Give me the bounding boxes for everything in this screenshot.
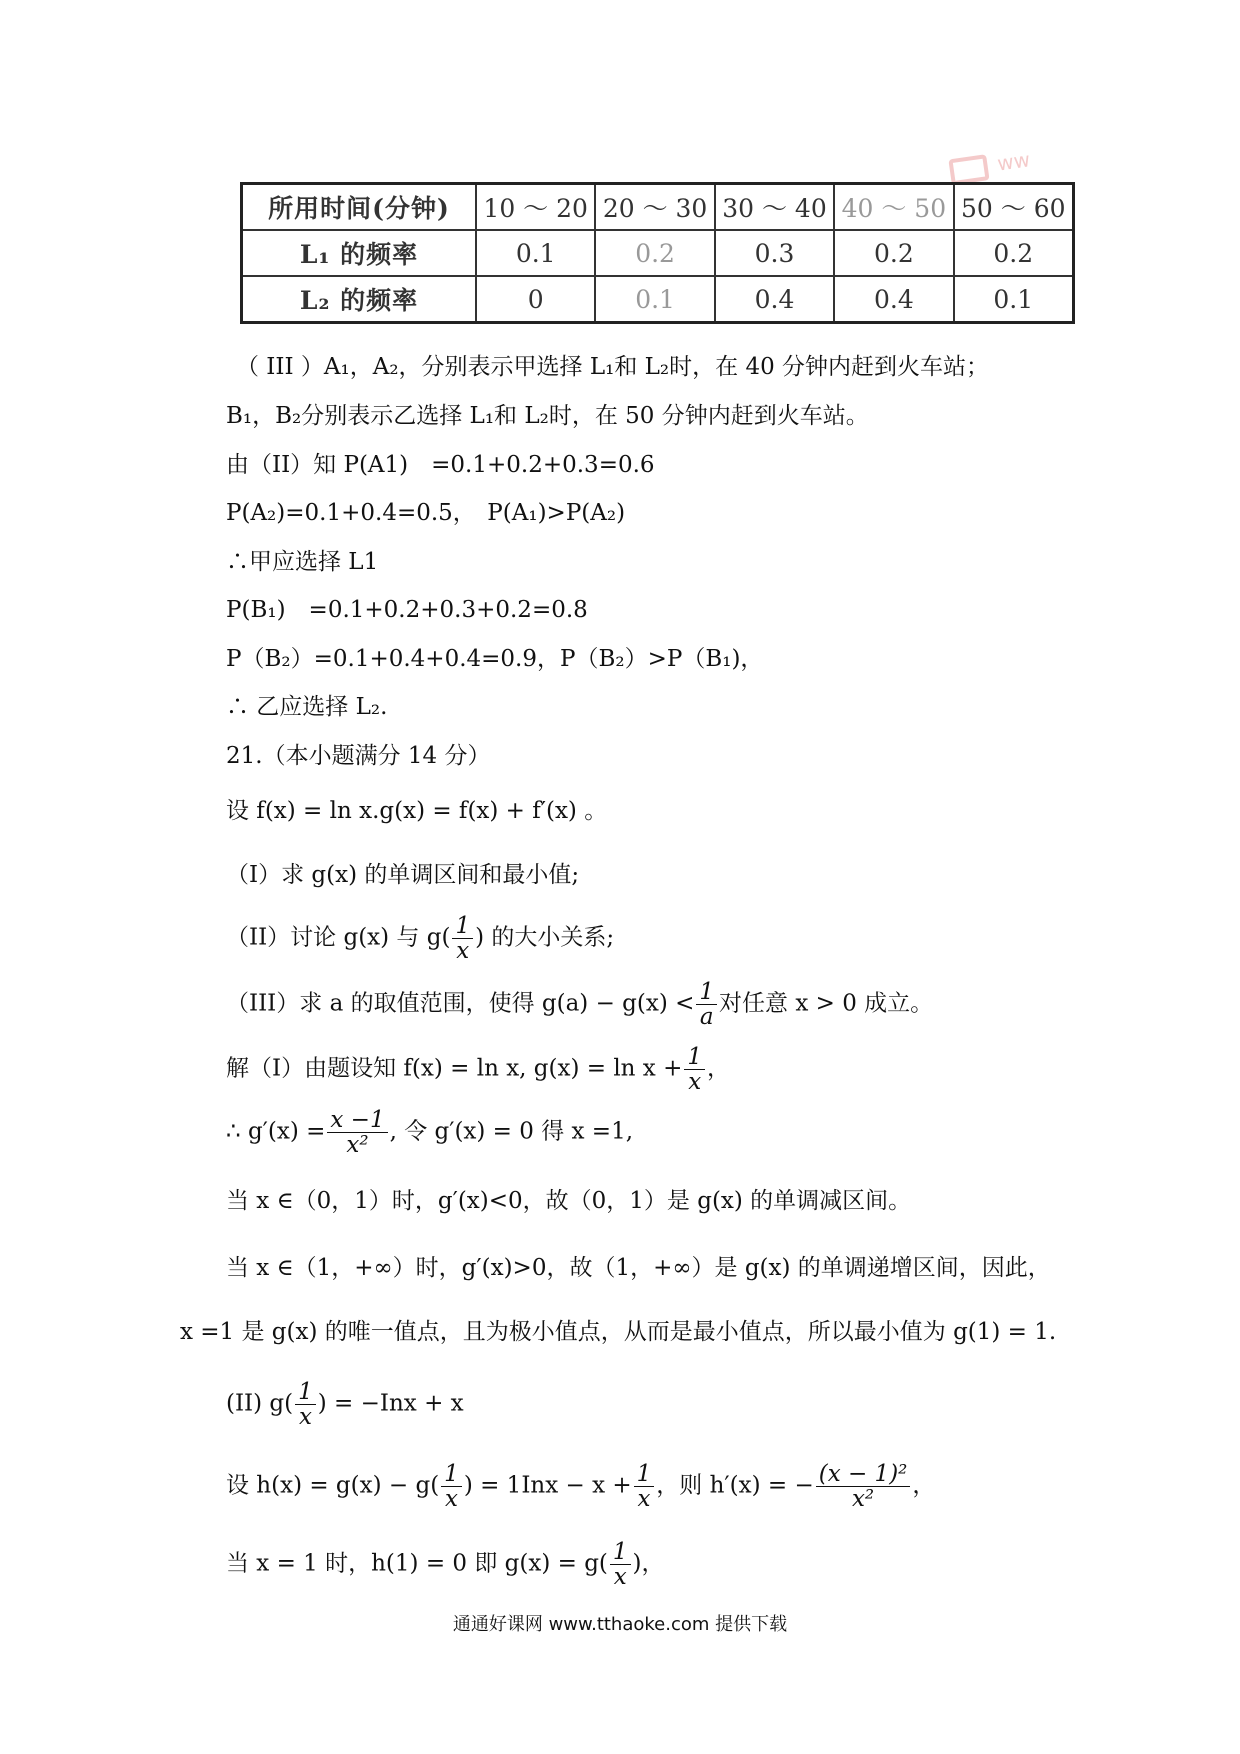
fraction: $\frac{1}{x}$ xyxy=(452,914,473,963)
table-cell: 0.2 xyxy=(595,230,714,276)
table-cell: 0.2 xyxy=(834,230,953,276)
solution-line: ∴ g′(x) = $\frac{x -1}{\text{x²}}$ , 令 g′(x) = 0 得 x =1, xyxy=(226,1107,634,1158)
sub-question-1: （I）求 g(x) 的单调区间和最小值; xyxy=(226,862,580,888)
sub-question-2: （II）讨论 g(x) 与 g( $\frac{1}{x}$ ) 的大小关系; xyxy=(226,913,615,964)
text-line: （ III ）A₁，A₂，分别表示甲选择 L₁和 L₂时，在 40 分钟内赶到火车站； xyxy=(236,354,990,380)
fraction: $\frac{1}{x}$ xyxy=(295,1380,316,1429)
text-line: P（B₂）=0.1+0.4+0.4=0.9，P（B₂）>P（B₁)， xyxy=(226,646,764,672)
text-line: P(B₁) =0.1+0.2+0.3+0.2=0.8 xyxy=(226,597,588,623)
text-line: ∴ 乙应选择 L₂. xyxy=(226,694,388,720)
table-cell: 10 ～ 20 xyxy=(476,184,595,231)
stamp-icon xyxy=(948,154,989,185)
table-cell: 0.1 xyxy=(595,276,714,323)
fraction: $\frac{1}{x}$ xyxy=(441,1462,462,1511)
table-cell: 30 ～ 40 xyxy=(715,184,834,231)
table-cell: 0 xyxy=(476,276,595,323)
table-cell: L₂ 的频率 xyxy=(242,276,477,323)
watermark-stamp: ww xyxy=(948,142,1072,192)
solution-line: x =1 是 g(x) 的唯一值点，且为极小值点，从而是最小值点，所以最小值为 g(1) = 1. xyxy=(180,1319,1057,1345)
solution-line: 当 x ∈（1，+∞）时，g′(x)>0，故（1，+∞）是 g(x) 的单调递增区间，因此， xyxy=(226,1255,1051,1281)
table-cell: 40 ～ 50 xyxy=(834,184,953,231)
solution-line: (II) g( $\frac{1}{x}$ ) = −Inx + x xyxy=(226,1379,464,1430)
text-line: B₁，B₂分别表示乙选择 L₁和 L₂时，在 50 分钟内赶到火车站。 xyxy=(226,403,869,429)
table-cell: 0.1 xyxy=(954,276,1074,323)
table-cell: 0.4 xyxy=(834,276,953,323)
table-cell: 20 ～ 30 xyxy=(595,184,714,231)
table-row xyxy=(242,230,1074,276)
footer-link[interactable]: 通通好课网 www.tthaoke.com 提供下载 xyxy=(452,1614,788,1635)
solution-line: 解（I）由题设知 f(x) = ln x, g(x) = ln x + $\frac{1}{x}$ ， xyxy=(226,1044,731,1095)
section-heading: 21.（本小题满分 14 分） xyxy=(226,743,491,769)
table-cell: 0.3 xyxy=(715,230,834,276)
text-line: 由（II）知 P(A1) =0.1+0.2+0.3=0.6 xyxy=(226,452,655,478)
fraction: $\frac{1}{a}$ xyxy=(696,980,717,1029)
table-cell: 所用时间(分钟) xyxy=(242,184,477,231)
table-header-row xyxy=(242,184,1074,231)
table-cell: 50 ～ 60 xyxy=(954,184,1074,231)
table-cell: L₁ 的频率 xyxy=(242,230,477,276)
solution-line: 当 x ∈（0，1）时，g′(x)<0，故（0，1）是 g(x) 的单调减区间。 xyxy=(226,1188,912,1214)
text-line: P(A₂)=0.1+0.4=0.5， P(A₁)>P(A₂) xyxy=(226,500,626,526)
table-cell: 0.2 xyxy=(954,230,1074,276)
fraction: $\frac{\text{(x − 1)²}}{\text{x²}}$ xyxy=(816,1462,911,1511)
sub-question-3: （III）求 a 的取值范围，使得 g(a) − g(x) < $\frac{1}{a}$ 对任意 x > 0 成立。 xyxy=(226,979,934,1030)
frequency-table xyxy=(240,182,1075,324)
problem-statement: 设 f(x) = ln x.g(x) = f(x) + f′(x) 。 xyxy=(226,798,608,824)
fraction: $\frac{1}{x}$ xyxy=(684,1045,705,1094)
table-cell: 0.4 xyxy=(715,276,834,323)
solution-line: 当 x = 1 时，h(1) = 0 即 g(x) = g( $\frac{1}{x}$ )， xyxy=(226,1539,665,1590)
fraction: $\frac{1}{x}$ xyxy=(634,1462,655,1511)
table-row xyxy=(242,276,1074,323)
solution-line: 设 h(x) = g(x) − g( $\frac{1}{x}$ ) = 1Inx − x + $\frac{1}{x}$ ，则 h′(x) = − $\frac{\text{(x − 1)²}}{\text{x²}}$ ， xyxy=(226,1461,936,1512)
fraction: $\frac{x -1}{\text{x²}}$ xyxy=(327,1108,387,1157)
fraction: $\frac{1}{x}$ xyxy=(610,1540,631,1589)
table-cell: 0.1 xyxy=(476,230,595,276)
text-line: ∴甲应选择 L1 xyxy=(226,549,379,575)
